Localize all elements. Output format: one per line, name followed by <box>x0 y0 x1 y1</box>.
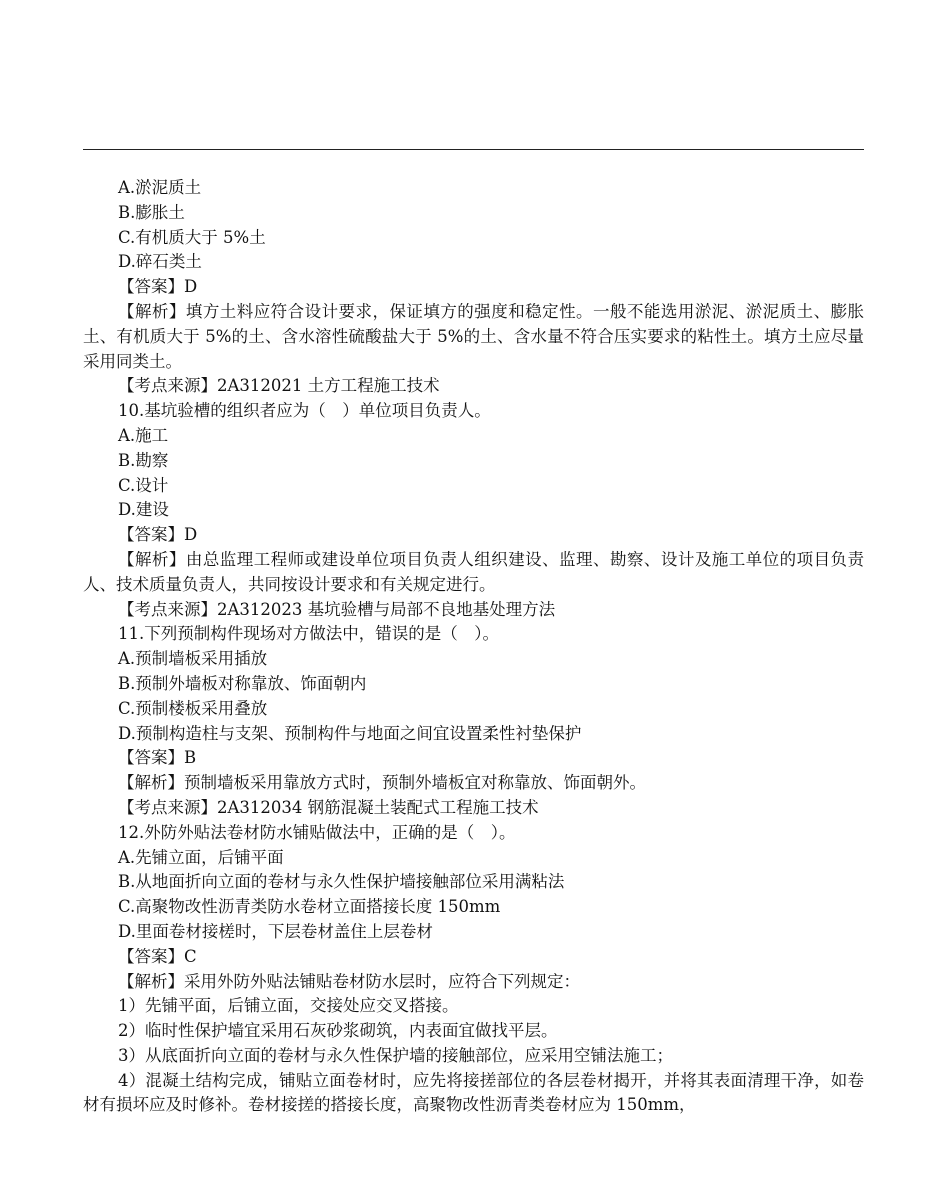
q11-option-a: A.预制墙板采用插放 <box>118 649 268 669</box>
header-rule <box>83 149 864 150</box>
q10-question: 10.基坑验槽的组织者应为（ ）单位项目负责人。 <box>118 401 491 421</box>
q10-option-a: A.施工 <box>118 425 169 445</box>
q9-option-b: B.膨胀土 <box>118 202 185 222</box>
q9-answer: 【答案】D <box>118 277 198 297</box>
q10-source: 【考点来源】2A312023 基坑验槽与局部不良地基处理方法 <box>118 599 556 619</box>
q9-source: 【考点来源】2A312021 土方工程施工技术 <box>118 376 440 396</box>
q11-analysis: 【解析】预制墙板采用靠放方式时，预制外墙板宜对称靠放、饰面朝外。 <box>118 773 646 793</box>
q11-option-d: D.预制构造柱与支架、预制构件与地面之间宜设置柔性衬垫保护 <box>118 723 582 743</box>
q12-rule-3: 3）从底面折向立面的卷材与永久性保护墙的接触部位，应采用空铺法施工； <box>118 1045 673 1065</box>
q12-answer: 【答案】C <box>118 946 197 966</box>
q11-source: 【考点来源】2A312034 钢筋混凝土装配式工程施工技术 <box>118 797 539 817</box>
q10-option-b: B.勘察 <box>118 450 169 470</box>
q12-rule-4: 4）混凝土结构完成，铺贴立面卷材时，应先将接搓部位的各层卷材揭开，并将其表面清理干净，如卷材有损坏应及时修补。卷材接搓的搭接长度，高聚物改性沥青类卷材应为 150mm， <box>83 1070 864 1115</box>
q10-analysis: 【解析】由总监理工程师或建设单位项目负责人组织建设、监理、勘察、设计及施工单位的项目负责人、技术质量负责人，共同按设计要求和有关规定进行。 <box>83 549 864 594</box>
q12-option-c: C.高聚物改性沥青类防水卷材立面搭接长度 150mm <box>118 897 501 917</box>
q12-rule-2: 2）临时性保护墙宜采用石灰砂浆砌筑，内表面宜做找平层。 <box>118 1021 558 1041</box>
q11-answer: 【答案】B <box>118 748 197 768</box>
q12-rule-1: 1）先铺平面，后铺立面，交接处应交叉搭接。 <box>118 996 459 1016</box>
q12-option-d: D.里面卷材接槎时，下层卷材盖住上层卷材 <box>118 921 433 941</box>
q10-option-d: D.建设 <box>118 500 169 520</box>
q12-question: 12.外防外贴法卷材防水铺贴做法中，正确的是（ ）。 <box>118 822 516 842</box>
q12-option-a: A.先铺立面，后铺平面 <box>118 847 284 867</box>
q10-answer: 【答案】D <box>118 525 198 545</box>
q9-analysis: 【解析】填方土料应符合设计要求，保证填方的强度和稳定性。一般不能选用淤泥、淤泥质土、膨胀土、有机质大于 5%的土、含水溶性硫酸盐大于 5%的土、含水量不符合压实要求的粘性土。填方土应尽量采用同类土。 <box>83 301 864 371</box>
document-body <box>83 176 864 1118</box>
q11-question: 11.下列预制构件现场对方做法中，错误的是（ ）。 <box>118 624 499 644</box>
q9-option-a: A.淤泥质土 <box>118 178 202 197</box>
q12-analysis: 【解析】采用外防外贴法铺贴卷材防水层时，应符合下列规定： <box>118 971 580 991</box>
q9-option-d: D.碎石类土 <box>118 252 202 272</box>
q12-option-b: B.从地面折向立面的卷材与永久性保护墙接触部位采用满粘法 <box>118 872 565 892</box>
q11-option-b: B.预制外墙板对称靠放、饰面朝内 <box>118 673 367 693</box>
q11-option-c: C.预制楼板采用叠放 <box>118 698 268 718</box>
q9-option-c: C.有机质大于 5%土 <box>118 227 266 247</box>
q10-option-c: C.设计 <box>118 475 169 495</box>
